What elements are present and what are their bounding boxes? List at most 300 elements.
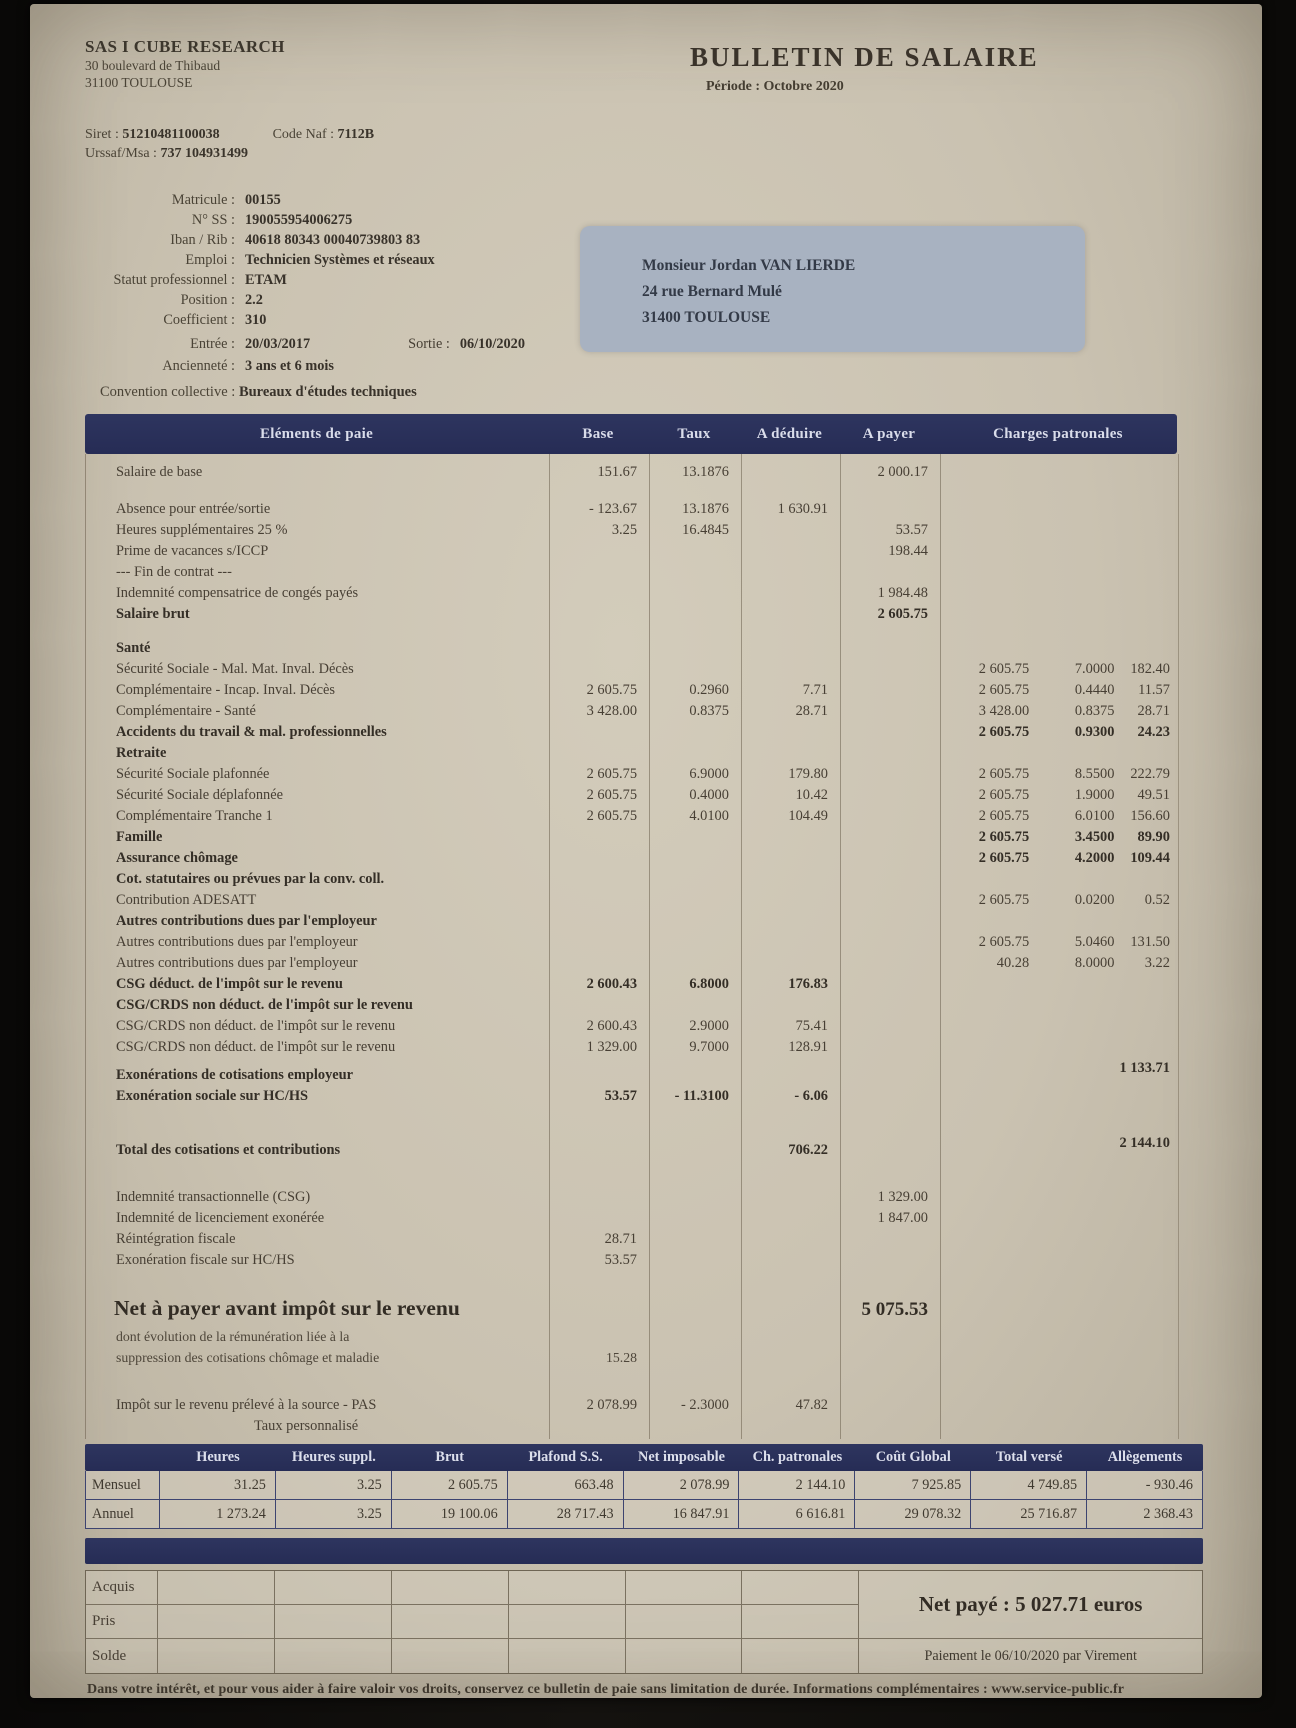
pay-row-base: 3.25 bbox=[611, 522, 638, 538]
summary-cell: 16 847.91 bbox=[624, 1500, 740, 1529]
leave-cell bbox=[158, 1639, 275, 1673]
leave-table bbox=[85, 1570, 1203, 1674]
pay-row-label: Exonération sociale sur HC/HS bbox=[116, 1088, 309, 1104]
summary-cell: 31.25 bbox=[160, 1471, 276, 1500]
pay-row-label: Retraite bbox=[116, 745, 167, 761]
pay-row-taux: 16.4845 bbox=[682, 522, 729, 538]
pay-row-payer: 5 075.53 bbox=[861, 1299, 928, 1320]
title-block bbox=[690, 42, 1039, 95]
pay-row-base: 2 605.75 bbox=[586, 766, 638, 782]
pay-row-label: Indemnité de licenciement exonérée bbox=[116, 1210, 325, 1226]
employee-name: Monsieur Jordan VAN LIERDE bbox=[642, 257, 856, 274]
pay-row-label: Autres contributions dues par l'employeur bbox=[116, 955, 358, 971]
leave-row-label: Pris bbox=[86, 1605, 158, 1639]
pay-row-payer: 2 000.17 bbox=[877, 464, 928, 480]
pay-row-label: Complémentaire - Santé bbox=[116, 703, 256, 719]
pay-row-label: Taux personnalisé bbox=[254, 1418, 359, 1434]
leave-cell bbox=[742, 1639, 859, 1673]
pay-row-base: 2 078.99 bbox=[586, 1397, 638, 1413]
charges-taux: 0.8375 bbox=[1074, 703, 1115, 719]
pay-row-label: Impôt sur le revenu prélevé à la source - PAS bbox=[116, 1397, 377, 1413]
pay-row-base: 2 600.43 bbox=[586, 1018, 638, 1034]
pay-row bbox=[86, 890, 1178, 911]
charges-base: 2 605.75 bbox=[978, 892, 1030, 908]
pay-row-taux: 2.9000 bbox=[689, 1018, 729, 1034]
leave-cell bbox=[742, 1605, 859, 1639]
pay-row-label: Accidents du travail & mal. professionnelles bbox=[116, 724, 387, 740]
summary-cell: 3.25 bbox=[276, 1500, 392, 1529]
charges-base: 2 605.75 bbox=[978, 766, 1030, 782]
pay-row bbox=[86, 604, 1178, 625]
convention-value: Bureaux d'études techniques bbox=[238, 384, 417, 400]
summary-header-cell: Plafond S.S. bbox=[528, 1449, 603, 1465]
pay-table-body bbox=[85, 454, 1179, 1439]
pay-row-base: - 123.67 bbox=[589, 501, 638, 517]
pay-row-base: 2 600.43 bbox=[586, 976, 638, 992]
pay-row-charges bbox=[940, 1133, 1178, 1154]
convention-label: Convention collective : bbox=[100, 384, 236, 400]
summary-header-cell: Net imposable bbox=[638, 1449, 725, 1465]
charges-base: 2 605.75 bbox=[978, 808, 1030, 824]
charges-amount: 11.57 bbox=[1138, 682, 1170, 698]
pay-row bbox=[86, 701, 1178, 722]
pay-row-deduire: 28.71 bbox=[795, 703, 828, 719]
pay-row-deduire: 128.91 bbox=[788, 1039, 828, 1055]
column-divider bbox=[549, 454, 550, 1439]
pay-row-label: Salaire de base bbox=[116, 464, 203, 480]
pay-header-taux: Taux bbox=[677, 425, 711, 442]
charges-base: 2 605.75 bbox=[978, 787, 1030, 803]
charges-taux: 0.0200 bbox=[1074, 892, 1115, 908]
leave-cell bbox=[275, 1639, 392, 1673]
pay-row-payer: 198.44 bbox=[888, 543, 928, 559]
pay-row-label: Réintégration fiscale bbox=[116, 1231, 236, 1247]
charges-taux: 1.9000 bbox=[1074, 787, 1115, 803]
employee-info-row bbox=[60, 290, 435, 310]
pay-row bbox=[86, 1437, 1178, 1439]
entry-label: Entrée : bbox=[190, 336, 235, 352]
urssaf-label: Urssaf/Msa : bbox=[85, 146, 157, 161]
pay-row bbox=[86, 785, 1178, 806]
employee-info-row bbox=[60, 190, 435, 210]
summary-cell: 2 078.99 bbox=[624, 1471, 740, 1500]
pay-row bbox=[86, 1058, 1178, 1086]
charges-taux: 3.4500 bbox=[1074, 829, 1115, 845]
summary-cell: 2 144.10 bbox=[739, 1471, 855, 1500]
pay-row-base: 28.71 bbox=[604, 1231, 638, 1247]
pay-row bbox=[86, 541, 1178, 562]
leave-cell bbox=[392, 1571, 509, 1605]
summary-header-cell: Heures bbox=[196, 1449, 240, 1465]
pay-row bbox=[86, 1348, 1178, 1369]
summary-cell: 19 100.06 bbox=[392, 1500, 508, 1529]
pay-row bbox=[86, 1107, 1178, 1161]
pay-row bbox=[86, 454, 1178, 483]
employee-info-value: 310 bbox=[245, 312, 267, 328]
company-address-line1: 30 boulevard de Thibaud bbox=[85, 58, 221, 73]
pay-row bbox=[86, 974, 1178, 995]
summary-header-cell: Heures suppl. bbox=[291, 1449, 376, 1465]
pay-row-base: 15.28 bbox=[605, 1350, 638, 1365]
charges-amount: 24.23 bbox=[1137, 724, 1170, 740]
pay-row bbox=[86, 520, 1178, 541]
leave-cell bbox=[742, 1571, 859, 1605]
pay-row-label: CSG déduct. de l'impôt sur le revenu bbox=[116, 976, 343, 992]
pay-row-label: Indemnité transactionnelle (CSG) bbox=[116, 1189, 311, 1205]
pay-row bbox=[86, 806, 1178, 827]
pay-row-charges bbox=[940, 953, 1178, 974]
pay-row-charges bbox=[940, 701, 1178, 722]
charges-taux bbox=[1035, 1133, 1118, 1154]
pay-row-charges bbox=[940, 848, 1178, 869]
pay-row bbox=[86, 911, 1178, 932]
charges-amount: 49.51 bbox=[1137, 787, 1170, 803]
employee-info-label: Emploi : bbox=[185, 252, 235, 268]
pay-row-deduire: 706.22 bbox=[788, 1142, 828, 1158]
summary-header-cell: Total versé bbox=[995, 1449, 1063, 1465]
leave-cell bbox=[392, 1605, 509, 1639]
employee-info-label: Coefficient : bbox=[163, 312, 235, 328]
payment-info: Paiement le 06/10/2020 par Virement bbox=[924, 1647, 1137, 1664]
pay-row-deduire: 10.42 bbox=[795, 787, 828, 803]
seniority-value: 3 ans et 6 mois bbox=[245, 358, 334, 374]
employee-info-row bbox=[60, 270, 435, 290]
pay-row-taux: 9.7000 bbox=[689, 1039, 729, 1055]
pay-row bbox=[86, 869, 1178, 890]
leave-grid bbox=[86, 1571, 859, 1673]
summary-cell: 4 749.85 bbox=[971, 1471, 1087, 1500]
charges-amount: 222.79 bbox=[1130, 766, 1170, 782]
exit-date: 06/10/2020 bbox=[459, 336, 525, 352]
pay-row-label: Sécurité Sociale - Mal. Mat. Inval. Décès bbox=[116, 661, 354, 677]
leave-cell bbox=[158, 1605, 275, 1639]
pay-row-label: Prime de vacances s/ICCP bbox=[116, 543, 269, 559]
pay-row-charges bbox=[940, 722, 1178, 743]
pay-row-charges bbox=[940, 1058, 1178, 1079]
pay-row-base: 151.67 bbox=[597, 464, 638, 480]
leave-cell bbox=[509, 1605, 626, 1639]
pay-row-label: Autres contributions dues par l'employeur bbox=[116, 913, 377, 929]
pay-row bbox=[86, 722, 1178, 743]
pay-row-payer: 1 847.00 bbox=[877, 1210, 928, 1226]
separator-band bbox=[85, 1538, 1203, 1564]
charges-base bbox=[940, 1133, 1035, 1154]
summary-header-cell: Brut bbox=[435, 1449, 465, 1465]
summary-cell: 2 605.75 bbox=[392, 1471, 508, 1500]
column-divider bbox=[741, 454, 742, 1439]
summary-header-cell: Coût Global bbox=[875, 1449, 951, 1465]
charges-base bbox=[940, 1058, 1035, 1079]
pay-row-label: Exonérations de cotisations employeur bbox=[116, 1067, 354, 1083]
pay-row-charges bbox=[940, 659, 1178, 680]
pay-row-charges bbox=[940, 785, 1178, 806]
charges-base: 2 605.75 bbox=[978, 661, 1030, 677]
pay-row-base: 1 329.00 bbox=[586, 1039, 638, 1055]
pay-row bbox=[86, 562, 1178, 583]
pay-row bbox=[86, 1016, 1178, 1037]
pay-row-label bbox=[86, 1437, 549, 1439]
pay-row-payer bbox=[840, 1437, 940, 1439]
pay-row-charges bbox=[940, 932, 1178, 953]
charges-amount: 89.90 bbox=[1137, 829, 1170, 845]
charges-base: 2 605.75 bbox=[978, 724, 1030, 740]
charges-base: 2 605.75 bbox=[978, 829, 1030, 845]
employee-info-row bbox=[60, 250, 435, 270]
pay-row bbox=[86, 1327, 1178, 1348]
employee-info-row bbox=[60, 310, 435, 330]
pay-row-label: Cot. statutaires ou prévues par la conv. coll. bbox=[116, 871, 385, 887]
leave-cell bbox=[158, 1571, 275, 1605]
pay-row-label: Exonération fiscale sur HC/HS bbox=[116, 1252, 295, 1268]
pay-row-taux: 6.8000 bbox=[689, 976, 729, 992]
pay-row-taux: - 2.3000 bbox=[680, 1397, 729, 1413]
pay-row-taux: - 11.3100 bbox=[674, 1088, 729, 1104]
pay-row-label: Assurance chômage bbox=[116, 850, 238, 866]
company-address-line2: 31100 TOULOUSE bbox=[85, 75, 193, 90]
pay-row bbox=[86, 743, 1178, 764]
pay-row-deduire: 179.80 bbox=[788, 766, 828, 782]
pay-row-label: Famille bbox=[116, 829, 163, 845]
employee-address-box bbox=[580, 226, 1085, 352]
charges-amount: 3.22 bbox=[1144, 955, 1170, 971]
pay-row bbox=[86, 1161, 1178, 1208]
summary-cell: 25 716.87 bbox=[971, 1500, 1087, 1529]
pay-row-charges bbox=[940, 890, 1178, 911]
company-name: SAS I CUBE RESEARCH bbox=[85, 37, 285, 56]
employee-city: 31400 TOULOUSE bbox=[642, 309, 771, 326]
pay-row-charges bbox=[940, 806, 1178, 827]
pay-row bbox=[86, 1229, 1178, 1250]
charges-base: 2 605.75 bbox=[978, 934, 1030, 950]
pay-row-label: Sécurité Sociale plafonnée bbox=[116, 766, 270, 782]
employee-info-value: Technicien Systèmes et réseaux bbox=[245, 252, 435, 268]
siret-line bbox=[85, 125, 374, 144]
pay-row-label: dont évolution de la rémunération liée à la bbox=[116, 1329, 350, 1344]
pay-row-label: Heures supplémentaires 25 % bbox=[116, 522, 288, 538]
pay-row-label: CSG/CRDS non déduct. de l'impôt sur le revenu bbox=[116, 1039, 396, 1055]
pay-row-label: Total des cotisations et contributions bbox=[116, 1142, 341, 1158]
charges-taux: 8.5500 bbox=[1074, 766, 1115, 782]
pay-row-charges bbox=[940, 764, 1178, 785]
pay-row-taux: 13.1876 bbox=[682, 501, 729, 517]
pay-row-label: Net à payer avant impôt sur le revenu bbox=[114, 1296, 460, 1320]
pay-row-base: 3 428.00 bbox=[586, 703, 638, 719]
summary-cell: 663.48 bbox=[508, 1471, 624, 1500]
summary-header-cell: Allègements bbox=[1107, 1449, 1183, 1465]
pay-row-label: Indemnité compensatrice de congés payés bbox=[116, 585, 359, 601]
charges-amount: 156.60 bbox=[1130, 808, 1170, 824]
employee-info-value: ETAM bbox=[245, 272, 287, 288]
pay-row bbox=[86, 953, 1178, 974]
pay-row bbox=[86, 1086, 1178, 1107]
pay-row-base: 2 605.75 bbox=[586, 787, 638, 803]
pay-row-taux: 6.9000 bbox=[689, 766, 729, 782]
payment-block bbox=[859, 1571, 1202, 1673]
leave-cell bbox=[275, 1571, 392, 1605]
employee-info-value: 00155 bbox=[245, 192, 281, 208]
pay-table-header bbox=[85, 414, 1177, 454]
entry-exit-row bbox=[60, 336, 525, 353]
pay-row-label: Complémentaire - Incap. Inval. Décès bbox=[116, 682, 335, 698]
employee-info-value: 2.2 bbox=[245, 292, 263, 308]
pay-row-base: 2 605.75 bbox=[586, 682, 638, 698]
convention-row bbox=[100, 384, 417, 401]
column-divider bbox=[840, 454, 841, 1439]
page-title: BULLETIN DE SALAIRE bbox=[690, 42, 1039, 72]
charges-amount: 131.50 bbox=[1130, 934, 1170, 950]
employee-info-row bbox=[60, 210, 435, 230]
pay-row bbox=[86, 583, 1178, 604]
pay-row bbox=[86, 848, 1178, 869]
pay-row-charges bbox=[940, 680, 1178, 701]
charges-base: 3 428.00 bbox=[978, 703, 1030, 719]
pay-row-taux: 0.8375 bbox=[689, 703, 729, 719]
urssaf-value: 737 104931499 bbox=[160, 146, 248, 161]
pay-row bbox=[86, 659, 1178, 680]
footer-notice: Dans votre intérêt, et pour vous aider à faire valoir vos droits, conservez ce bulletin de paie sans limitation de durée. Informations complémentaires : www.service-public.fr bbox=[87, 1682, 1125, 1697]
pay-header-charges: Charges patronales bbox=[993, 425, 1123, 442]
charges-amount: 0.52 bbox=[1144, 892, 1170, 908]
naf-value: 7112B bbox=[337, 127, 375, 142]
pay-row-label: Contribution ADESATT bbox=[116, 892, 257, 908]
employee-info-label: Iban / Rib : bbox=[170, 232, 235, 248]
charges-taux: 4.2000 bbox=[1074, 850, 1115, 866]
pay-row bbox=[86, 1250, 1178, 1271]
charges-taux: 5.0460 bbox=[1074, 934, 1115, 950]
employee-street: 24 rue Bernard Mulé bbox=[642, 283, 782, 300]
leave-cell bbox=[626, 1639, 743, 1673]
pay-row-payer: 1 984.48 bbox=[877, 585, 928, 601]
employee-info-row bbox=[60, 230, 435, 250]
pay-header-deduire: A déduire bbox=[756, 425, 823, 442]
pay-row bbox=[86, 625, 1178, 659]
leave-cell bbox=[626, 1605, 743, 1639]
pay-row bbox=[86, 764, 1178, 785]
charges-amount: 109.44 bbox=[1130, 850, 1170, 866]
employee-info-value: 40618 80343 00040739803 83 bbox=[245, 232, 421, 248]
employee-info-label: Matricule : bbox=[171, 192, 235, 208]
charges-base: 2 605.75 bbox=[978, 850, 1030, 866]
summary-row bbox=[85, 1500, 1203, 1529]
urssaf-line bbox=[85, 144, 374, 163]
employee-info-value: 190055954006275 bbox=[245, 212, 353, 228]
summary-row-label: Annuel bbox=[85, 1500, 160, 1529]
summary-cell: 7 925.85 bbox=[855, 1471, 971, 1500]
pay-row-deduire: - 6.06 bbox=[794, 1088, 828, 1104]
charges-taux: 8.0000 bbox=[1074, 955, 1115, 971]
leave-row-label: Solde bbox=[86, 1639, 158, 1673]
charges-amount: 1 133.71 bbox=[1119, 1060, 1170, 1076]
company-block bbox=[85, 37, 285, 91]
charges-taux: 7.0000 bbox=[1074, 661, 1115, 677]
pay-header-payer: A payer bbox=[862, 425, 916, 442]
summary-cell: 28 717.43 bbox=[508, 1500, 624, 1529]
pay-row-charges bbox=[940, 827, 1178, 848]
pay-row-taux: 0.4000 bbox=[689, 787, 729, 803]
pay-row bbox=[86, 680, 1178, 701]
payslip-page bbox=[30, 4, 1262, 1698]
employee-info-label: Position : bbox=[180, 292, 235, 308]
employee-info-label: N° SS : bbox=[191, 212, 235, 228]
seniority-label: Ancienneté : bbox=[162, 358, 235, 374]
charges-base: 2 605.75 bbox=[978, 682, 1030, 698]
pay-row bbox=[86, 483, 1178, 520]
charges-amount: 2 144.10 bbox=[1119, 1135, 1170, 1151]
column-divider bbox=[649, 454, 650, 1439]
summary-cell: 3.25 bbox=[276, 1471, 392, 1500]
pay-row-label: suppression des cotisations chômage et maladie bbox=[116, 1350, 380, 1365]
siret-label: Siret : bbox=[85, 127, 119, 142]
pay-row-base: 2 605.75 bbox=[586, 808, 638, 824]
charges-taux: 0.9300 bbox=[1074, 724, 1115, 740]
pay-row bbox=[86, 932, 1178, 953]
charges-taux: 6.0100 bbox=[1074, 808, 1115, 824]
column-divider bbox=[940, 454, 941, 1439]
pay-row-deduire: 1 630.91 bbox=[777, 501, 828, 517]
pay-row-payer: 2 605.75 bbox=[877, 606, 928, 622]
pay-row-label: Absence pour entrée/sortie bbox=[116, 501, 271, 517]
pay-row bbox=[86, 1208, 1178, 1229]
leave-cell bbox=[509, 1571, 626, 1605]
summary-cell: 29 078.32 bbox=[855, 1500, 971, 1529]
pay-row-taux: 0.2960 bbox=[689, 682, 729, 698]
pay-row-label: Salaire brut bbox=[116, 606, 190, 622]
period-label: Période : Octobre 2020 bbox=[706, 79, 844, 94]
summary-body bbox=[85, 1471, 1203, 1529]
charges-taux bbox=[1035, 1058, 1118, 1079]
summary-header-cell: Ch. patronales bbox=[752, 1449, 843, 1465]
pay-row-payer: 1 329.00 bbox=[877, 1189, 928, 1205]
summary-header-row bbox=[85, 1444, 1203, 1471]
pay-row-label: CSG/CRDS non déduct. de l'impôt sur le revenu bbox=[116, 1018, 396, 1034]
summary-cell: 6 616.81 bbox=[739, 1500, 855, 1529]
pay-row bbox=[86, 827, 1178, 848]
leave-row-label: Acquis bbox=[86, 1571, 158, 1605]
pay-row-label: Autres contributions dues par l'employeur bbox=[116, 934, 358, 950]
pay-row-label: CSG/CRDS non déduct. de l'impôt sur le revenu bbox=[116, 997, 413, 1013]
exit-label: Sortie : bbox=[408, 336, 450, 352]
summary-cell: 2 368.43 bbox=[1087, 1500, 1203, 1529]
summary-row bbox=[85, 1471, 1203, 1500]
net-paid-total: Net payé : 5 027.71 euros bbox=[859, 1571, 1202, 1639]
pay-row-base: 53.57 bbox=[604, 1252, 638, 1268]
pay-row bbox=[86, 1037, 1178, 1058]
summary-row-label: Mensuel bbox=[85, 1471, 160, 1500]
siret-value: 51210481100038 bbox=[122, 127, 220, 142]
pay-row bbox=[86, 1369, 1178, 1416]
charges-base: 40.28 bbox=[996, 955, 1030, 971]
seniority-row bbox=[60, 358, 334, 375]
pay-row-taux: 4.0100 bbox=[689, 808, 729, 824]
pay-row-label: --- Fin de contrat --- bbox=[116, 564, 232, 580]
pay-row-deduire: 176.83 bbox=[788, 976, 828, 992]
pay-header-base: Base bbox=[582, 425, 614, 442]
summary-cell: - 930.46 bbox=[1087, 1471, 1203, 1500]
pay-row-taux: 13.1876 bbox=[682, 464, 729, 480]
pay-row bbox=[86, 1416, 1178, 1437]
pay-row bbox=[86, 995, 1178, 1016]
pay-row bbox=[86, 1271, 1178, 1327]
charges-amount: 182.40 bbox=[1130, 661, 1170, 677]
pay-row-deduire: 47.82 bbox=[795, 1397, 828, 1413]
employee-info-label: Statut professionnel : bbox=[113, 272, 235, 288]
charges-taux: 0.4440 bbox=[1074, 682, 1115, 698]
pay-row-label: Complémentaire Tranche 1 bbox=[116, 808, 273, 824]
leave-cell bbox=[275, 1605, 392, 1639]
pay-row-payer: 53.57 bbox=[895, 522, 928, 538]
pay-header-elements: Eléments de paie bbox=[259, 425, 374, 442]
employee-info-block bbox=[60, 190, 435, 330]
